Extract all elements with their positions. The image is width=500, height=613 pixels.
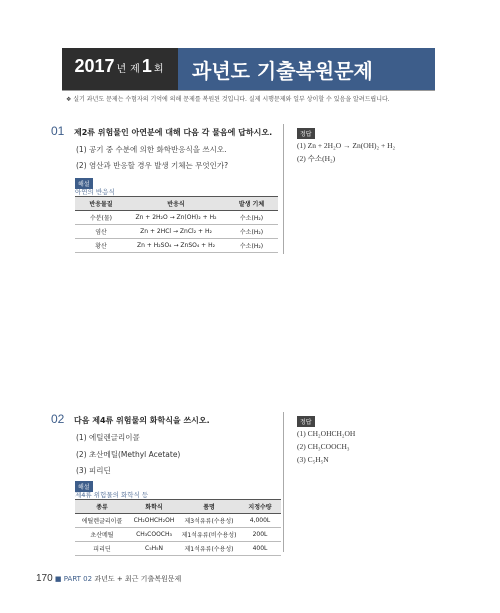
table-cell: 400L [239,542,281,556]
chemical-formula-table [75,499,281,556]
table-cell: 황산 [75,239,127,253]
answer-line: (3) C₅H₅N [297,455,329,464]
table-cell: 수분(물) [75,211,127,225]
table-row [75,528,281,542]
table-header: 발생 기체 [225,197,278,211]
table-header-row [75,197,278,211]
sub-question: (1) 공기 중 수분에 의한 화학반응식을 쓰시오. [76,145,227,154]
question-number: 01 [51,124,65,138]
year-suffix: 년 [116,64,127,75]
table-cell: 에틸렌글리이콜 [75,514,129,528]
exam-year: 2017 [74,56,115,76]
answer-line: (2) 수소(H₂) [297,154,336,163]
answer-line: (1) Zn + 2H₂O → Zn(OH)₂ + H₂ [297,141,396,150]
table-row [75,542,281,556]
answer-line: (1) CH₂OHCH₂OH [297,429,356,438]
answer-tag: 정답 [297,416,315,427]
reaction-table [75,196,278,253]
column-divider [283,412,284,552]
table-cell: 수소(H₂) [225,211,278,225]
table-cell: C₅H₅N [129,542,179,556]
table-row [75,239,278,253]
table-cell: 제1석유류(수용성) [179,542,239,556]
sub-question: (2) 염산과 반응할 경우 발생 기체는 무엇인가? [76,161,229,170]
table-cell: 초산메틸 [75,528,129,542]
table-cell: Zn + 2HCl → ZnCl₂ + H₂ [127,225,225,239]
table-cell: 4,000L [239,514,281,528]
sub-question: (1) 에틸렌글리이콜 [76,433,140,442]
header-divider [62,90,435,91]
question-number: 02 [51,412,65,426]
table-header: 반응식 [127,197,225,211]
footer-title: 과년도 + 최근 기출복원문제 [94,575,182,583]
table-row [75,514,281,528]
table-cell: 피리딘 [75,542,129,556]
explanation-tag: 해설 [75,178,93,189]
part-label: ■ PART 02 [54,575,93,583]
table-cell: Zn + H₂SO₄ → ZnSO₄ + H₂ [127,239,225,253]
table-header: 품명 [179,500,239,514]
table-cell: Zn + 2H₂O → Zn(OH)₂ + H₂ [127,211,225,225]
explanation-tag: 해설 [75,481,93,492]
page-title: 과년도 기출복원문제 [178,48,435,90]
round-number: 1 [141,56,152,76]
table-title: 제4류 위험물의 화학식 등 [75,491,149,499]
table-cell: 제1석유류(비수용성) [179,528,239,542]
round-suffix: 회 [153,64,164,75]
table-cell: 수소(H₂) [225,225,278,239]
table-row [75,211,278,225]
sub-question: (2) 초산메틸(Methyl Acetate) [76,450,181,459]
page-footer [36,573,181,584]
sub-question: (3) 피리딘 [76,466,111,475]
exam-year-banner [62,48,178,90]
table-cell: 제3석유류(수용성) [179,514,239,528]
table-row [75,225,278,239]
table-header: 지정수량 [239,500,281,514]
answer-tag: 정답 [297,128,315,139]
question-text: 다음 제4류 위험물의 화학식을 쓰시오. [74,416,210,425]
table-cell: CH₂OHCH₂OH [129,514,179,528]
table-cell: CH₃COOCH₃ [129,528,179,542]
column-divider [283,124,284,254]
table-cell: 200L [239,528,281,542]
answer-line: (2) CH₃COOCH₃ [297,442,350,451]
table-cell: 염산 [75,225,127,239]
question-text: 제2류 위험물인 아연분에 대해 다음 각 물음에 답하시오. [74,128,273,137]
table-header: 화학식 [129,500,179,514]
table-cell: 수소(H₂) [225,239,278,253]
table-header: 종류 [75,500,129,514]
page-number: 170 [36,573,53,584]
notice-text: ❖ 실기 과년도 문제는 수험자의 기억에 의해 문제를 복원된 것입니다. 실제 시행문제와 일부 상이할 수 있음을 알려드립니다. [66,96,390,103]
table-header: 반응물질 [75,197,127,211]
table-title: 아연의 반응식 [75,188,115,196]
round-prefix: 제 [130,64,140,75]
table-header-row [75,500,281,514]
